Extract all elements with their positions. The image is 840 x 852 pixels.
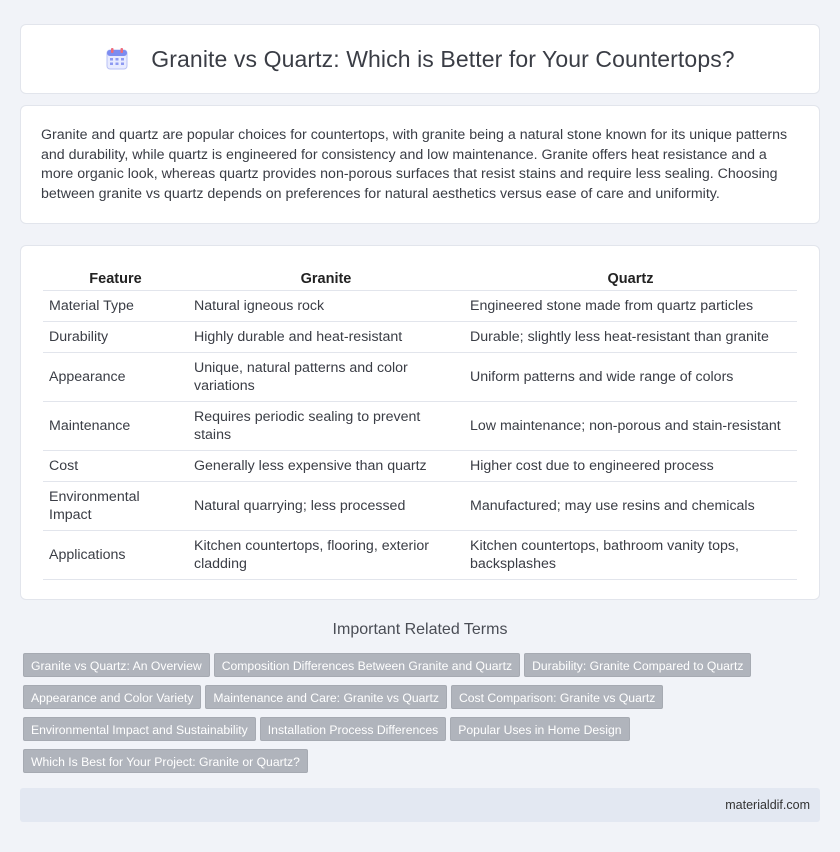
table-cell: Uniform patterns and wide range of colors — [464, 352, 797, 401]
table-row — [43, 401, 797, 450]
table-cell: Durability — [43, 321, 188, 352]
table-row — [43, 321, 797, 352]
table-cell: Kitchen countertops, bathroom vanity tops, backsplashes — [464, 530, 797, 579]
table-cell: Cost — [43, 450, 188, 481]
table-cell: Requires periodic sealing to prevent stains — [188, 401, 464, 450]
footer — [20, 788, 820, 822]
related-tag[interactable]: Environmental Impact and Sustainability — [23, 717, 256, 741]
related-tag[interactable]: Which Is Best for Your Project: Granite or Quartz? — [23, 749, 308, 773]
comparison-table-card — [20, 245, 820, 600]
related-tag[interactable]: Granite vs Quartz: An Overview — [23, 653, 210, 677]
table-row — [43, 481, 797, 530]
table-cell: Higher cost due to engineered process — [464, 450, 797, 481]
table-cell: Generally less expensive than quartz — [188, 450, 464, 481]
related-tag[interactable]: Installation Process Differences — [260, 717, 446, 741]
table-cell: Appearance — [43, 352, 188, 401]
related-tags — [23, 653, 823, 781]
table-row — [43, 352, 797, 401]
table-header-row — [43, 266, 797, 290]
page-title: Granite vs Quartz: Which is Better for Your Countertops? — [151, 45, 735, 72]
header-quartz: Quartz — [607, 270, 654, 287]
table-row — [43, 450, 797, 481]
table-cell: Applications — [43, 530, 188, 579]
table-cell: Natural quarrying; less processed — [188, 481, 464, 530]
header-granite: Granite — [300, 270, 352, 287]
table-cell: Maintenance — [43, 401, 188, 450]
related-tag[interactable]: Maintenance and Care: Granite vs Quartz — [205, 685, 447, 709]
table-cell: Material Type — [43, 290, 188, 321]
table-row — [43, 530, 797, 579]
title-card — [20, 24, 820, 94]
table-cell: Environmental Impact — [43, 481, 188, 530]
table-cell: Highly durable and heat-resistant — [188, 321, 464, 352]
calendar-icon — [105, 47, 129, 71]
table-cell: Low maintenance; non-porous and stain-resistant — [464, 401, 797, 450]
related-tag[interactable]: Composition Differences Between Granite and Quartz — [214, 653, 520, 677]
related-tag[interactable]: Popular Uses in Home Design — [450, 717, 629, 741]
related-terms-title: Important Related Terms — [332, 621, 508, 638]
related-tag[interactable]: Cost Comparison: Granite vs Quartz — [451, 685, 663, 709]
intro-text: Granite and quartz are popular choices for countertops, with granite being a natural stone known for its unique patterns and durability, while quartz is engineered for consistency and low maintenance. Granite offers heat resistance and a more organic look, whereas quartz provides non-porous surfaces that resist stains and require less sealing. Choosing between granite vs quartz depends on preferences for natural aesthetics versus ease of care and uniformity. — [41, 127, 788, 202]
footer-site[interactable]: materialdif.com — [725, 798, 810, 812]
comparison-table — [43, 266, 797, 580]
related-tag[interactable]: Durability: Granite Compared to Quartz — [524, 653, 751, 677]
related-tag[interactable]: Appearance and Color Variety — [23, 685, 201, 709]
table-cell: Unique, natural patterns and color variations — [188, 352, 464, 401]
table-cell: Manufactured; may use resins and chemicals — [464, 481, 797, 530]
table-row — [43, 290, 797, 321]
table-cell: Engineered stone made from quartz particles — [464, 290, 797, 321]
table-cell: Natural igneous rock — [188, 290, 464, 321]
table-cell: Durable; slightly less heat-resistant than granite — [464, 321, 797, 352]
intro-card — [20, 105, 820, 224]
header-feature: Feature — [89, 270, 142, 287]
table-cell: Kitchen countertops, flooring, exterior cladding — [188, 530, 464, 579]
